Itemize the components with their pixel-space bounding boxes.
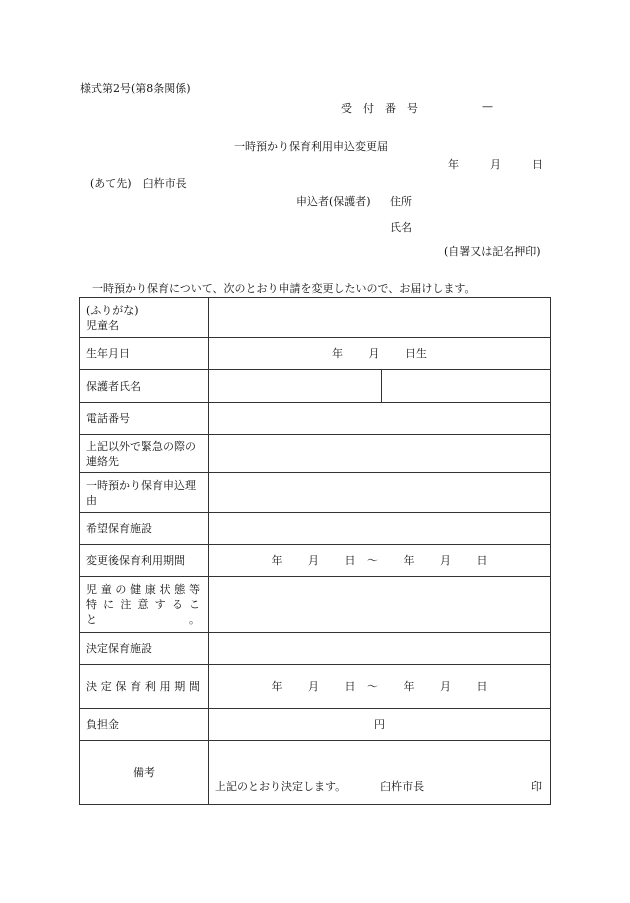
decided-facility-row [80,633,551,665]
fee-label: 負担金 [80,709,209,741]
decided-period-label [80,665,209,709]
period-end-month: 月 [440,554,451,567]
decided-end-month: 月 [440,680,451,693]
remarks-field[interactable] [209,741,551,805]
health-notes-field[interactable] [209,577,551,633]
child-name-row [80,298,551,338]
addressee: (あて先) 臼杵市長 [90,177,187,190]
decided-start-year: 年 [271,680,283,693]
receipt-number-dash: — [482,100,493,113]
period-tilde: ～ [367,554,378,567]
period-start-day: 日 [344,554,356,567]
address-label: 住所 [390,195,412,208]
decided-period-field[interactable] [209,665,551,709]
form-number: 様式第2号(第8条関係) [80,82,191,95]
decision-text: 上記のとおり決定します。 [215,780,347,793]
signature-note: (自署又は記名押印) [444,245,541,258]
health-row [80,577,551,633]
changed-period-field[interactable] [209,545,551,577]
application-table [79,297,551,805]
emergency-contact-field[interactable] [209,435,551,473]
applicant-label: 申込者(保護者) [296,195,371,208]
guardian-name-label: 保護者氏名 [80,370,209,403]
decided-start-day: 日 [344,680,356,693]
decision-mayor: 臼杵市長 [380,780,425,793]
fee-field[interactable] [209,709,551,741]
decided-start-month: 月 [308,680,319,693]
decided-period-text: 決定保育利用期間 [86,680,202,693]
birthdate-label: 生年月日 [80,338,209,370]
decided-end-day: 日 [476,680,488,693]
yen-unit: 円 [374,718,385,731]
period-start-year: 年 [271,554,283,567]
reason-row [80,473,551,513]
guardian-row [80,370,551,403]
child-name-text: 児童名 [86,318,119,332]
child-name-label [80,298,209,338]
emergency-contact-label: 上記以外で緊急の際の連絡先 [80,435,209,473]
fee-row [80,709,551,741]
birth-year: 年 [332,347,343,360]
receipt-number-label: 受 付 番 号 [341,102,418,115]
furigana-label: (ふりがな) [86,303,139,317]
emergency-row [80,435,551,473]
birthdate-field[interactable] [209,338,551,370]
period-end-year: 年 [403,554,415,567]
changed-period-row [80,545,551,577]
health-notes-text: 児童の健康状態等特に注意すること。 [86,583,202,626]
period-start-month: 月 [308,554,319,567]
guardian-name-field[interactable] [209,370,551,403]
remarks-label: 備考 [80,741,209,805]
child-name-field[interactable] [209,298,551,338]
form-title: 一時預かり保育利用申込変更届 [234,140,388,153]
birthdate-row [80,338,551,370]
phone-field[interactable] [209,403,551,435]
name-label: 氏名 [390,221,412,234]
changed-period-label: 変更後保育利用期間 [80,545,209,577]
decided-tilde: ～ [367,680,378,693]
period-end-day: 日 [476,554,488,567]
health-notes-label [80,577,209,633]
submission-date [448,156,543,172]
seal-mark: 印 [531,780,542,793]
desired-facility-field[interactable] [209,513,551,545]
desired-facility-row [80,513,551,545]
date-day: 日 [532,158,543,171]
remarks-row [80,741,551,805]
date-month: 月 [490,158,501,171]
birth-month: 月 [368,347,380,360]
decided-period-row [80,665,551,709]
phone-label: 電話番号 [80,403,209,435]
decided-facility-label: 決定保育施設 [80,633,209,665]
guardian-name-cell-1[interactable] [209,370,382,402]
desired-facility-label: 希望保育施設 [80,513,209,545]
decided-facility-field[interactable] [209,633,551,665]
phone-row [80,403,551,435]
intro-text: 一時預かり保育について、次のとおり申請を変更したいので、お届けします。 [92,282,476,295]
date-year: 年 [448,158,459,171]
decided-end-year: 年 [403,680,415,693]
birth-day: 日生 [405,347,427,360]
reason-field[interactable] [209,473,551,513]
decision-line [215,779,542,794]
reason-label: 一時預かり保育申込理由 [80,473,209,513]
